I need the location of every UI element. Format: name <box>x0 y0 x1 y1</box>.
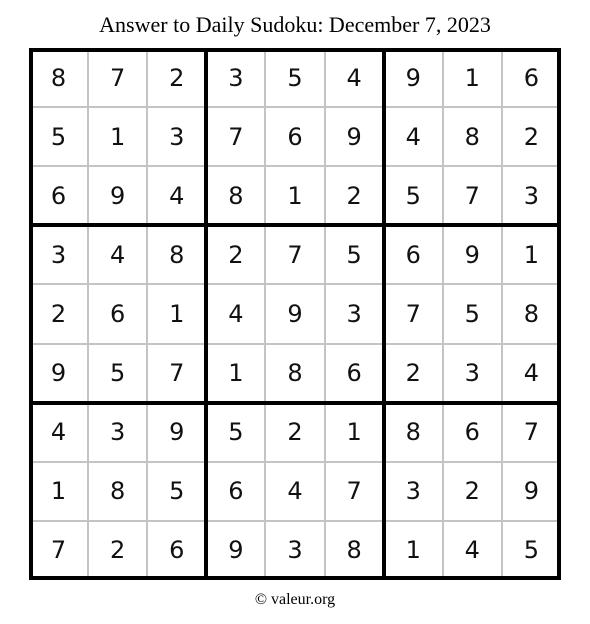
cell-divider-line <box>442 48 444 580</box>
sudoku-cell: 5 <box>50 122 67 151</box>
sudoku-cell: 4 <box>169 181 185 210</box>
sudoku-cell: 1 <box>110 122 126 151</box>
sudoku-cell: 5 <box>346 240 362 269</box>
sudoku-cell: 3 <box>346 299 362 328</box>
box-divider-line <box>29 576 561 580</box>
sudoku-cell: 1 <box>346 418 362 447</box>
sudoku-cell: 6 <box>464 418 480 447</box>
cell-divider-line <box>324 48 326 580</box>
sudoku-cell: 6 <box>287 122 303 151</box>
box-divider-line <box>557 48 561 580</box>
sudoku-cell: 7 <box>464 181 480 210</box>
sudoku-cell: 9 <box>50 359 67 388</box>
sudoku-cell: 2 <box>228 240 244 269</box>
sudoku-cell: 2 <box>523 122 540 151</box>
sudoku-cell: 2 <box>169 63 185 92</box>
cell-divider-line <box>501 48 503 580</box>
cell-divider-line <box>146 48 148 580</box>
sudoku-cell: 8 <box>50 63 67 92</box>
sudoku-cell: 5 <box>523 536 540 565</box>
sudoku-cell: 4 <box>228 299 244 328</box>
sudoku-cell: 2 <box>110 536 126 565</box>
box-divider-line <box>382 48 386 580</box>
cell-divider-line <box>29 343 561 345</box>
sudoku-cell: 5 <box>287 63 303 92</box>
cell-divider-line <box>29 461 561 463</box>
sudoku-cell: 3 <box>50 240 67 269</box>
sudoku-cell: 9 <box>169 418 185 447</box>
sudoku-cell: 5 <box>228 418 244 447</box>
sudoku-cell: 5 <box>405 181 421 210</box>
sudoku-cell: 3 <box>228 63 244 92</box>
sudoku-cell: 4 <box>50 418 67 447</box>
sudoku-cell: 9 <box>228 536 244 565</box>
sudoku-cell: 7 <box>346 477 362 506</box>
sudoku-cell: 4 <box>464 536 480 565</box>
sudoku-cell: 6 <box>169 536 185 565</box>
sudoku-cell: 8 <box>464 122 480 151</box>
sudoku-cell: 8 <box>228 181 244 210</box>
puzzle-title: Answer to Daily Sudoku: December 7, 2023 <box>99 12 491 37</box>
sudoku-cell: 7 <box>287 240 303 269</box>
sudoku-cell: 9 <box>110 181 126 210</box>
sudoku-cell: 4 <box>523 359 540 388</box>
cell-divider-line <box>29 165 561 167</box>
sudoku-cell: 5 <box>169 477 185 506</box>
sudoku-cell: 3 <box>169 122 185 151</box>
sudoku-cell: 3 <box>405 477 421 506</box>
box-divider-line <box>29 223 561 227</box>
sudoku-cell: 6 <box>523 63 540 92</box>
sudoku-cell: 1 <box>169 299 185 328</box>
sudoku-cell: 7 <box>405 299 421 328</box>
sudoku-cell: 4 <box>346 63 362 92</box>
sudoku-cell: 4 <box>405 122 421 151</box>
cell-divider-line <box>264 48 266 580</box>
sudoku-cell: 3 <box>110 418 126 447</box>
cell-divider-line <box>87 48 89 580</box>
sudoku-cell: 7 <box>228 122 244 151</box>
sudoku-cell: 7 <box>169 359 185 388</box>
sudoku-cell: 5 <box>110 359 126 388</box>
sudoku-cell: 7 <box>523 418 540 447</box>
cell-divider-line <box>29 106 561 108</box>
sudoku-cell: 2 <box>346 181 362 210</box>
sudoku-cell: 9 <box>464 240 480 269</box>
sudoku-cell: 1 <box>523 240 540 269</box>
sudoku-cell: 1 <box>228 359 244 388</box>
sudoku-cell: 3 <box>464 359 480 388</box>
sudoku-board <box>29 48 561 580</box>
sudoku-cell: 3 <box>523 181 540 210</box>
sudoku-cell: 2 <box>464 477 480 506</box>
sudoku-cell: 8 <box>346 536 362 565</box>
sudoku-cell: 7 <box>110 63 126 92</box>
sudoku-cell: 8 <box>110 477 126 506</box>
sudoku-cell: 3 <box>287 536 303 565</box>
box-divider-line <box>29 48 33 580</box>
sudoku-cell: 8 <box>287 359 303 388</box>
cell-divider-line <box>29 520 561 522</box>
sudoku-cell: 1 <box>50 477 67 506</box>
sudoku-cell: 7 <box>50 536 67 565</box>
sudoku-cell: 1 <box>405 536 421 565</box>
sudoku-cell: 6 <box>50 181 67 210</box>
sudoku-cell: 8 <box>405 418 421 447</box>
box-divider-line <box>29 401 561 405</box>
sudoku-cell: 4 <box>287 477 303 506</box>
sudoku-cell: 8 <box>169 240 185 269</box>
sudoku-cell: 2 <box>405 359 421 388</box>
sudoku-cell: 9 <box>346 122 362 151</box>
sudoku-cell: 6 <box>110 299 126 328</box>
sudoku-cell: 9 <box>405 63 421 92</box>
sudoku-cell: 2 <box>287 418 303 447</box>
sudoku-cell: 2 <box>50 299 67 328</box>
sudoku-cell: 9 <box>523 477 540 506</box>
sudoku-cell: 6 <box>405 240 421 269</box>
box-divider-line <box>29 48 561 52</box>
sudoku-cell: 6 <box>228 477 244 506</box>
sudoku-cell: 5 <box>464 299 480 328</box>
box-divider-line <box>204 48 208 580</box>
copyright-footer: © valeur.org <box>254 591 336 608</box>
sudoku-cell: 4 <box>110 240 126 269</box>
sudoku-cell: 1 <box>287 181 303 210</box>
sudoku-cell: 8 <box>523 299 540 328</box>
sudoku-cell: 1 <box>464 63 480 92</box>
sudoku-cell: 9 <box>287 299 303 328</box>
cell-divider-line <box>29 283 561 285</box>
sudoku-cell: 6 <box>346 359 362 388</box>
